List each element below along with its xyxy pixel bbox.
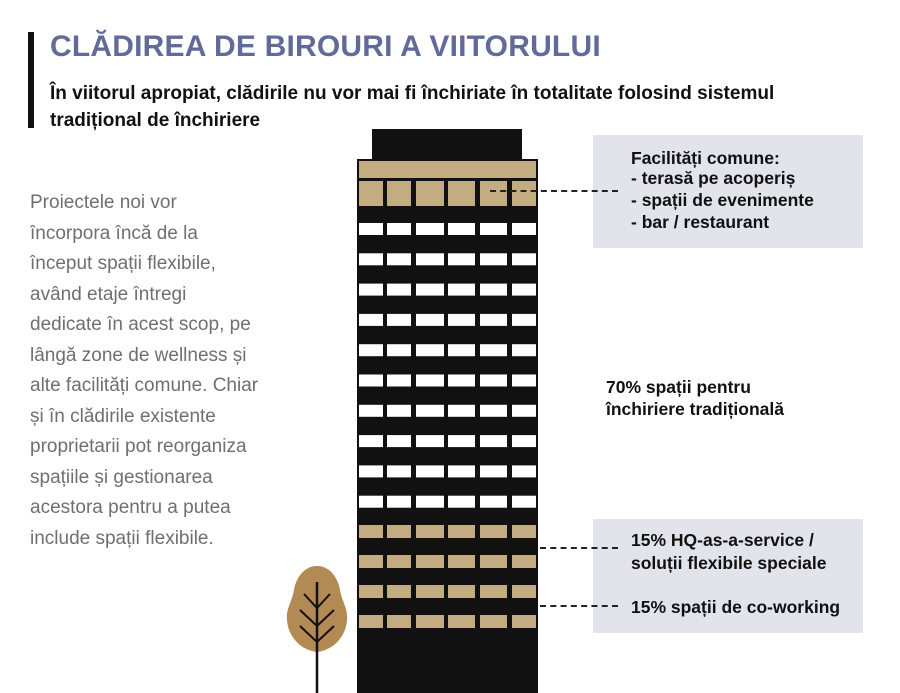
tower-window bbox=[387, 435, 411, 447]
tower-window bbox=[512, 435, 536, 447]
tower-window bbox=[448, 344, 475, 356]
tower-window-flex bbox=[480, 525, 507, 538]
tower-window-flex bbox=[359, 525, 383, 538]
tower-window bbox=[359, 223, 383, 235]
tower-window bbox=[448, 375, 475, 387]
tower-window bbox=[480, 284, 507, 296]
tower-window bbox=[512, 284, 536, 296]
tower-window-flex bbox=[416, 615, 444, 628]
tower-window bbox=[416, 496, 444, 508]
tower-window bbox=[416, 253, 444, 265]
tower-window bbox=[512, 223, 536, 235]
tower-window bbox=[387, 496, 411, 508]
tower-window bbox=[416, 435, 444, 447]
tower-window bbox=[448, 435, 475, 447]
tower-window-flex bbox=[359, 615, 383, 628]
tower-window-flex bbox=[359, 585, 383, 598]
tower-window bbox=[359, 405, 383, 417]
tower-window bbox=[416, 284, 444, 296]
tower-window-flex bbox=[387, 555, 411, 568]
tower-window bbox=[480, 253, 507, 265]
tower-window bbox=[387, 253, 411, 265]
tower-window bbox=[480, 496, 507, 508]
tower-window bbox=[480, 314, 507, 326]
tower-window-flex bbox=[359, 555, 383, 568]
tower-window-flex bbox=[448, 555, 475, 568]
tower-window-flex bbox=[480, 555, 507, 568]
tower-window bbox=[387, 405, 411, 417]
description-text: Proiectele noi vor încorpora încă de la început spații flexibile, având etaje întregi dedicate în acest scop, pe lângă zone de wellness și alte facilități comune. Chiar și în clădirile existente proprietarii pot reorganiza spațiile și gestionarea acestora pentru a putea include spații flexibile. bbox=[30, 192, 259, 549]
tower-window bbox=[416, 375, 444, 387]
hq-label: 15% HQ-as-a-service / bbox=[631, 530, 814, 550]
tower-window-flex bbox=[387, 615, 411, 628]
tower-window-flex bbox=[387, 525, 411, 538]
tower-window bbox=[512, 405, 536, 417]
tower-window-flex bbox=[512, 585, 536, 598]
facilities-title: Facilități comune: bbox=[631, 148, 780, 168]
tower-window bbox=[448, 496, 475, 508]
page-title: CLĂDIREA DE BIROURI A VIITORULUI bbox=[50, 30, 601, 63]
tower-window-flex bbox=[448, 525, 475, 538]
hq-leader-line bbox=[540, 547, 618, 549]
tower-window-flex bbox=[416, 555, 444, 568]
tower-window-flex bbox=[448, 585, 475, 598]
tower-window bbox=[387, 284, 411, 296]
tower-window bbox=[512, 375, 536, 387]
facilities-leader-line bbox=[490, 190, 618, 192]
tower-body bbox=[357, 159, 538, 693]
tower-roof bbox=[372, 129, 522, 160]
tower-window bbox=[416, 223, 444, 235]
tower-window-flex bbox=[512, 525, 536, 538]
tower-window bbox=[387, 375, 411, 387]
page-subtitle: În viitorul apropiat, clădirile nu vor mai fi închiriate în totalitate folosind sistemul tradițional de închiriere bbox=[50, 83, 775, 131]
tower-window-flex bbox=[448, 615, 475, 628]
tower-window bbox=[416, 314, 444, 326]
tower-window-flex bbox=[480, 615, 507, 628]
rooftop-terrace bbox=[359, 161, 536, 178]
tower-window bbox=[512, 496, 536, 508]
tower-window bbox=[448, 465, 475, 477]
tower-window bbox=[480, 223, 507, 235]
coworking-leader-line bbox=[540, 605, 618, 607]
tower-window bbox=[359, 344, 383, 356]
tower-window bbox=[480, 465, 507, 477]
tower-window bbox=[448, 405, 475, 417]
traditional-label: închiriere tradițională bbox=[606, 399, 784, 419]
hq-label: soluții flexibile speciale bbox=[631, 553, 827, 573]
tower-window bbox=[359, 284, 383, 296]
tower-window bbox=[448, 253, 475, 265]
tower-window bbox=[448, 223, 475, 235]
tower-window bbox=[387, 344, 411, 356]
tower-window-flex bbox=[512, 615, 536, 628]
tower-window bbox=[416, 465, 444, 477]
tower-window bbox=[448, 284, 475, 296]
tower-window bbox=[416, 344, 444, 356]
tower-window bbox=[512, 253, 536, 265]
tower-window bbox=[416, 405, 444, 417]
traditional-label: 70% spații pentru bbox=[606, 377, 751, 397]
tower-window-flex bbox=[416, 525, 444, 538]
tower-window bbox=[480, 375, 507, 387]
tower-window bbox=[480, 405, 507, 417]
tower-window bbox=[512, 465, 536, 477]
coworking-label: 15% spații de co-working bbox=[631, 597, 841, 617]
facility-item: - spații de evenimente bbox=[631, 190, 814, 210]
tower-window bbox=[359, 375, 383, 387]
tower-window bbox=[480, 344, 507, 356]
tower-window bbox=[512, 314, 536, 326]
facility-item: - terasă pe acoperiș bbox=[631, 168, 796, 188]
tower-window-flex bbox=[512, 555, 536, 568]
tower-window bbox=[387, 223, 411, 235]
tower-window bbox=[359, 496, 383, 508]
tower-window bbox=[359, 253, 383, 265]
tower-window bbox=[480, 435, 507, 447]
tower-window bbox=[387, 314, 411, 326]
tower-window-flex bbox=[480, 585, 507, 598]
tower-window bbox=[359, 465, 383, 477]
tower-window bbox=[387, 465, 411, 477]
tower-window bbox=[448, 314, 475, 326]
tower-window bbox=[512, 344, 536, 356]
tower-window-flex bbox=[416, 585, 444, 598]
facility-item: - bar / restaurant bbox=[631, 212, 770, 232]
tower-window bbox=[359, 435, 383, 447]
tower-window-flex bbox=[387, 585, 411, 598]
tower-window bbox=[359, 314, 383, 326]
